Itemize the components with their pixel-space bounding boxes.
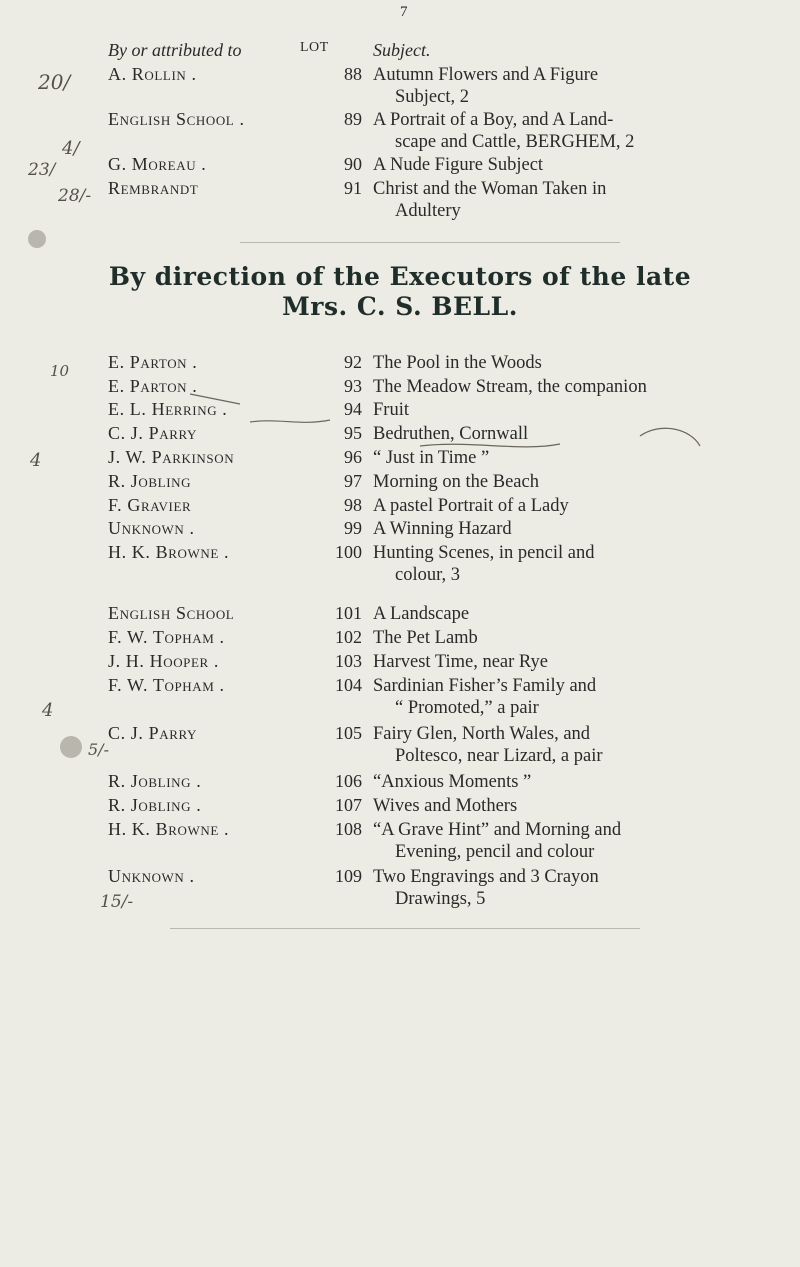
subject-line: Two Engravings and 3 Crayon (373, 867, 599, 887)
subject-line: Hunting Scenes, in pencil and (373, 543, 595, 563)
lot-subject (373, 423, 773, 445)
subject-line: A Winning Hazard (373, 519, 512, 539)
subject-line: Christ and the Woman Taken in (373, 179, 607, 199)
subject-line: The Meadow Stream, the companion (373, 377, 647, 397)
subject-line: “A Grave Hint” and Morning and (373, 820, 622, 840)
subject-line: scape and Cattle, BERGHEM, 2 (395, 132, 635, 152)
subject-line: Evening, pencil and colour (395, 842, 595, 862)
artist-name: English School . (108, 109, 245, 129)
lot-subject (373, 64, 773, 108)
lot-number: 101 (335, 603, 362, 623)
handwritten-annotation: 5/- (88, 740, 109, 759)
lot-number: 95 (344, 423, 362, 443)
subject-line: “ Just in Time ” (373, 448, 490, 468)
artist-name: J. W. Parkinson (108, 447, 235, 467)
subject-line: A Landscape (373, 604, 470, 624)
lot-number: 90 (344, 154, 362, 174)
artist-name: J. H. Hooper . (108, 651, 220, 671)
lot-number: 97 (344, 471, 362, 491)
subject-line: Morning on the Beach (373, 472, 539, 492)
lot-subject (373, 178, 773, 222)
artist-name: R. Jobling (108, 471, 192, 491)
lot-number: 103 (335, 651, 362, 671)
lot-number: 93 (344, 376, 362, 396)
artist-name: F. Gravier (108, 495, 192, 515)
handwritten-annotation: 10 (50, 362, 70, 380)
lot-number: 92 (344, 352, 362, 372)
lot-number: 104 (335, 675, 362, 695)
lot-subject (373, 399, 773, 421)
artist-name: F. W. Topham . (108, 675, 225, 695)
artist-name: A. Rollin . (108, 64, 197, 84)
lot-number: 96 (344, 447, 362, 467)
subject-line: A pastel Portrait of a Lady (373, 496, 569, 516)
subject-line: Autumn Flowers and A Figure (373, 65, 599, 85)
lot-number: 102 (335, 627, 362, 647)
lot-subject (373, 376, 773, 398)
section-divider (240, 242, 620, 243)
subject-line: Subject, 2 (395, 87, 469, 107)
artist-name: R. Jobling . (108, 795, 202, 815)
handwritten-annotation: 4 (42, 700, 54, 721)
lot-number: 109 (335, 866, 362, 886)
lot-subject (373, 771, 773, 793)
artist-name: C. J. Parry (108, 423, 198, 443)
subject-line: Harvest Time, near Rye (373, 652, 548, 672)
section-title: By direction of the Executors of the late (108, 262, 692, 291)
lot-number: 98 (344, 495, 362, 515)
lot-subject (373, 819, 773, 863)
handwritten-annotation: 4 (30, 450, 42, 471)
subject-line: Fairy Glen, North Wales, and (373, 724, 591, 744)
lot-number: 100 (335, 542, 362, 562)
section-subtitle: Mrs. C. S. BELL. (282, 292, 518, 321)
lot-subject (373, 109, 773, 153)
handwritten-annotation: 23/ (28, 160, 56, 180)
handwritten-annotation: 28/- (58, 186, 92, 206)
lot-number: 106 (335, 771, 362, 791)
column-header-artist: By or attributed to (108, 40, 242, 60)
artist-name: E. Parton . (108, 376, 198, 396)
lot-number: 105 (335, 723, 362, 743)
lot-number: 88 (344, 64, 362, 84)
lot-number: 107 (335, 795, 362, 815)
artist-name: E. Parton . (108, 352, 198, 372)
column-header-lot: LOT (300, 40, 329, 55)
lot-subject (373, 471, 773, 493)
lot-subject (373, 627, 773, 649)
lot-subject (373, 447, 773, 469)
subject-line: Drawings, 5 (395, 889, 486, 909)
lot-subject (373, 352, 773, 374)
subject-line: “Anxious Moments ” (373, 772, 532, 792)
subject-line: “ Promoted,” a pair (395, 698, 539, 718)
handwritten-annotation: 20/ (38, 70, 71, 94)
subject-line: A Nude Figure Subject (373, 155, 544, 175)
subject-line: Adultery (395, 201, 461, 221)
lot-subject (373, 866, 773, 910)
lot-subject (373, 518, 773, 540)
artist-name: G. Moreau . (108, 154, 207, 174)
lot-number: 94 (344, 399, 362, 419)
column-header-subject: Subject. (373, 40, 431, 60)
lot-subject (373, 542, 773, 586)
subject-line: Bedruthen, Cornwall (373, 424, 529, 444)
ink-stain (60, 736, 82, 758)
subject-line: Fruit (373, 400, 409, 420)
lot-subject (373, 154, 773, 176)
artist-name: English School (108, 603, 235, 623)
subject-line: Wives and Mothers (373, 796, 518, 816)
page-number: 7 (400, 4, 408, 20)
subject-line: The Pet Lamb (373, 628, 478, 648)
lot-number: 108 (335, 819, 362, 839)
artist-name: H. K. Browne . (108, 819, 230, 839)
artist-name: Rembrandt (108, 178, 199, 198)
artist-name: R. Jobling . (108, 771, 202, 791)
ink-stain (28, 230, 46, 248)
section-divider (170, 928, 640, 929)
lot-subject (373, 651, 773, 673)
handwritten-annotation: 4/ (62, 138, 80, 159)
lot-subject (373, 795, 773, 817)
artist-name: E. L. Herring . (108, 399, 228, 419)
subject-line: A Portrait of a Boy, and A Land- (373, 110, 614, 130)
lot-number: 89 (344, 109, 362, 129)
lot-subject (373, 675, 773, 719)
subject-line: Poltesco, near Lizard, a pair (395, 746, 603, 766)
artist-name: C. J. Parry (108, 723, 198, 743)
artist-name: H. K. Browne . (108, 542, 230, 562)
artist-name: Unknown . (108, 866, 195, 886)
lot-subject (373, 495, 773, 517)
subject-line: Sardinian Fisher’s Family and (373, 676, 597, 696)
lot-subject (373, 723, 773, 767)
lot-number: 91 (344, 178, 362, 198)
lot-number: 99 (344, 518, 362, 538)
handwritten-annotation: 15/- (100, 892, 134, 912)
artist-name: F. W. Topham . (108, 627, 225, 647)
lot-subject (373, 603, 773, 625)
subject-line: The Pool in the Woods (373, 353, 542, 373)
artist-name: Unknown . (108, 518, 195, 538)
subject-line: colour, 3 (395, 565, 461, 585)
